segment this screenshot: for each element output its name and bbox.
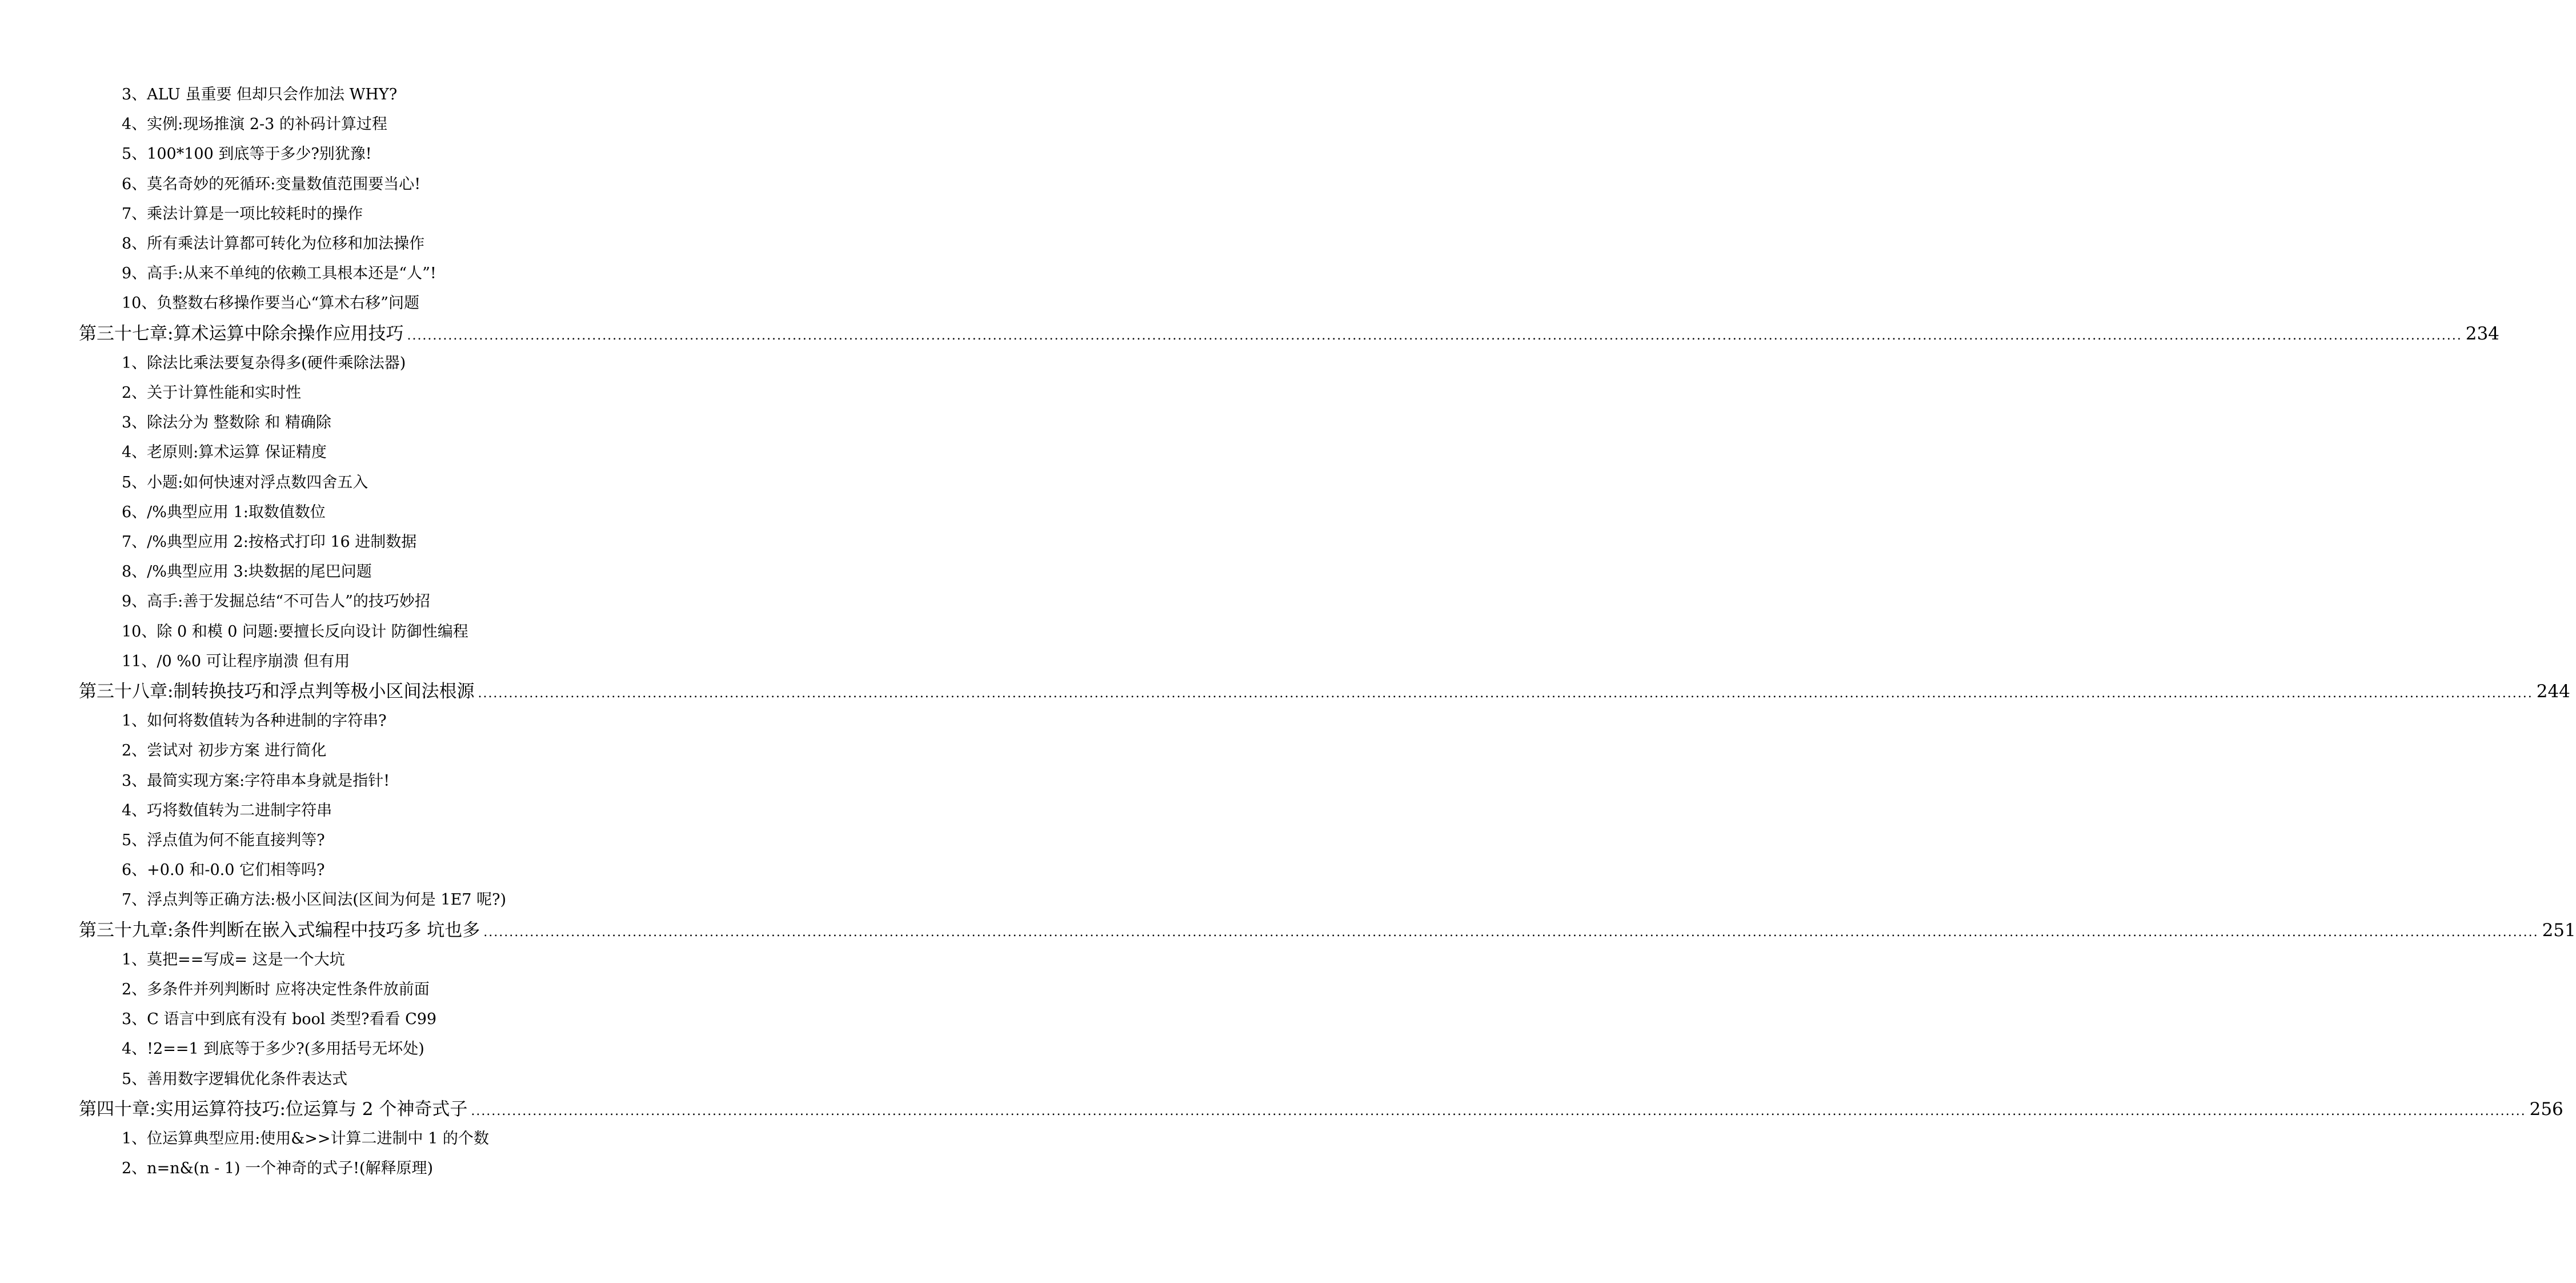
section-title: 7、/%典型应用 2:按格式打印 16 进制数据 bbox=[122, 533, 417, 551]
toc-section-entry bbox=[0, 378, 907, 408]
section-title: 2、尝试对 初步方案 进行简化 bbox=[122, 742, 327, 760]
section-title: 1、莫把==写成= 这是一个大坑 bbox=[122, 950, 345, 969]
toc-section-entry bbox=[0, 259, 907, 289]
section-title: 5、小题:如何快速对浮点数四舍五入 bbox=[122, 473, 368, 491]
section-title: 11、/0 %0 可让程序崩溃 但有用 bbox=[122, 652, 350, 670]
toc-section-entry bbox=[0, 408, 907, 438]
toc-chapter-entry bbox=[0, 677, 2570, 706]
section-title: 10、除 0 和模 0 问题:要擅长反向设计 防御性编程 bbox=[122, 622, 468, 641]
section-title: 4、实例:现场推演 2-3 的补码计算过程 bbox=[122, 115, 387, 134]
dot-leader: ................................................................................................................................................................................................................................................................................................................................................................................................................ bbox=[478, 686, 2533, 701]
toc-section-entry bbox=[0, 1005, 907, 1034]
toc-section-entry bbox=[0, 1124, 907, 1154]
toc-section-entry bbox=[0, 945, 907, 975]
toc-section-entry bbox=[0, 498, 907, 527]
chapter-title: 第四十章:实用运算符技巧:位运算与 2 个神奇式子 bbox=[79, 1098, 468, 1120]
toc-section-entry bbox=[0, 975, 907, 1005]
section-title: 1、除法比乘法要复杂得多(硬件乘除法器) bbox=[122, 354, 406, 372]
toc-section-entry bbox=[0, 349, 907, 378]
section-title: 6、莫名奇妙的死循环:变量数值范围要当心! bbox=[122, 175, 421, 193]
section-title: 2、n=n&(n - 1) 一个神奇的式子!(解释原理) bbox=[122, 1160, 434, 1178]
toc-section-entry bbox=[0, 826, 907, 856]
toc-section-entry bbox=[0, 199, 907, 229]
chapter-title: 第三十七章:算术运算中除余操作应用技巧 bbox=[79, 323, 404, 344]
section-title: 6、/%典型应用 1:取数值数位 bbox=[122, 503, 326, 521]
toc-section-entry bbox=[0, 170, 907, 199]
section-title: 4、巧将数值转为二进制字符串 bbox=[122, 801, 332, 820]
toc-section-entry bbox=[0, 557, 907, 587]
toc-section-entry bbox=[0, 1034, 907, 1064]
section-title: 7、浮点判等正确方法:极小区间法(区间为何是 1E7 呢?) bbox=[122, 891, 507, 909]
section-title: 3、除法分为 整数除 和 精确除 bbox=[122, 414, 331, 432]
section-title: 5、100*100 到底等于多少?别犹豫! bbox=[122, 145, 372, 163]
section-title: 5、浮点值为何不能直接判等? bbox=[122, 832, 325, 849]
toc-section-entry bbox=[0, 289, 907, 318]
toc-section-entry bbox=[0, 1154, 907, 1184]
toc-section-entry bbox=[0, 796, 907, 826]
section-title: 2、多条件并列判断时 应将决定性条件放前面 bbox=[122, 981, 430, 998]
section-title: 9、高手:从来不单纯的依赖工具根本还是“人”! bbox=[122, 265, 436, 283]
chapter-page-number: 244 bbox=[2536, 681, 2570, 702]
section-title: 8、/%典型应用 3:块数据的尾巴问题 bbox=[122, 563, 372, 581]
section-title: 7、乘法计算是一项比较耗时的操作 bbox=[122, 205, 363, 223]
toc-section-entry bbox=[0, 229, 907, 259]
chapter-page-number: 256 bbox=[2529, 1098, 2563, 1120]
chapter-title: 第三十九章:条件判断在嵌入式编程中技巧多 坑也多 bbox=[79, 920, 480, 941]
toc-section-entry bbox=[0, 587, 907, 617]
section-title: 1、如何将数值转为各种进制的字符串? bbox=[122, 712, 387, 730]
dot-leader: ................................................................................................................................................................................................................................................................................................................................................................................................................ bbox=[407, 328, 2462, 343]
toc-section-entry bbox=[0, 856, 907, 885]
section-title: 8、所有乘法计算都可转化为位移和加法操作 bbox=[122, 235, 425, 253]
dot-leader: ................................................................................................................................................................................................................................................................................................................................................................................................................ bbox=[483, 925, 2539, 940]
toc-chapter-entry bbox=[0, 1094, 2563, 1124]
dot-leader: ................................................................................................................................................................................................................................................................................................................................................................................................................ bbox=[471, 1104, 2526, 1118]
section-title: 3、最简实现方案:字符串本身就是指针! bbox=[122, 772, 390, 790]
toc-section-entry bbox=[0, 80, 907, 110]
section-title: 2、关于计算性能和实时性 bbox=[122, 384, 302, 402]
toc-section-entry bbox=[0, 1065, 907, 1094]
toc-section-entry bbox=[0, 438, 907, 467]
toc-section-entry bbox=[0, 885, 907, 915]
toc-chapter-entry bbox=[0, 319, 2499, 349]
section-title: 3、C 语言中到底有没有 bool 类型?看看 C99 bbox=[122, 1010, 437, 1029]
toc-section-entry bbox=[0, 647, 907, 677]
chapter-page-number: 251 bbox=[2542, 920, 2576, 941]
section-title: 4、老原则:算术运算 保证精度 bbox=[122, 443, 327, 462]
toc-section-entry bbox=[0, 139, 907, 169]
section-title: 9、高手:善于发掘总结“不可告人”的技巧妙招 bbox=[122, 593, 430, 611]
section-title: 1、位运算典型应用:使用&>>计算二进制中 1 的个数 bbox=[122, 1130, 489, 1148]
toc-section-entry bbox=[0, 766, 907, 796]
section-title: 4、!2==1 到底等于多少?(多用括号无坏处) bbox=[122, 1040, 424, 1058]
section-title: 5、善用数字逻辑优化条件表达式 bbox=[122, 1070, 348, 1088]
chapter-page-number: 234 bbox=[2465, 323, 2499, 344]
toc-section-entry bbox=[0, 617, 907, 647]
section-title: 3、ALU 虽重要 但却只会作加法 WHY? bbox=[122, 86, 398, 103]
toc-section-entry bbox=[0, 110, 907, 139]
section-title: 10、负整数右移操作要当心“算术右移”问题 bbox=[122, 294, 419, 313]
toc-section-entry bbox=[0, 706, 907, 736]
toc-chapter-entry bbox=[0, 916, 2576, 945]
toc-section-entry bbox=[0, 736, 907, 766]
toc-section-entry bbox=[0, 527, 907, 557]
chapter-title: 第三十八章:制转换技巧和浮点判等极小区间法根源 bbox=[79, 681, 475, 702]
toc-section-entry bbox=[0, 468, 907, 498]
section-title: 6、+0.0 和-0.0 它们相等吗? bbox=[122, 861, 325, 880]
